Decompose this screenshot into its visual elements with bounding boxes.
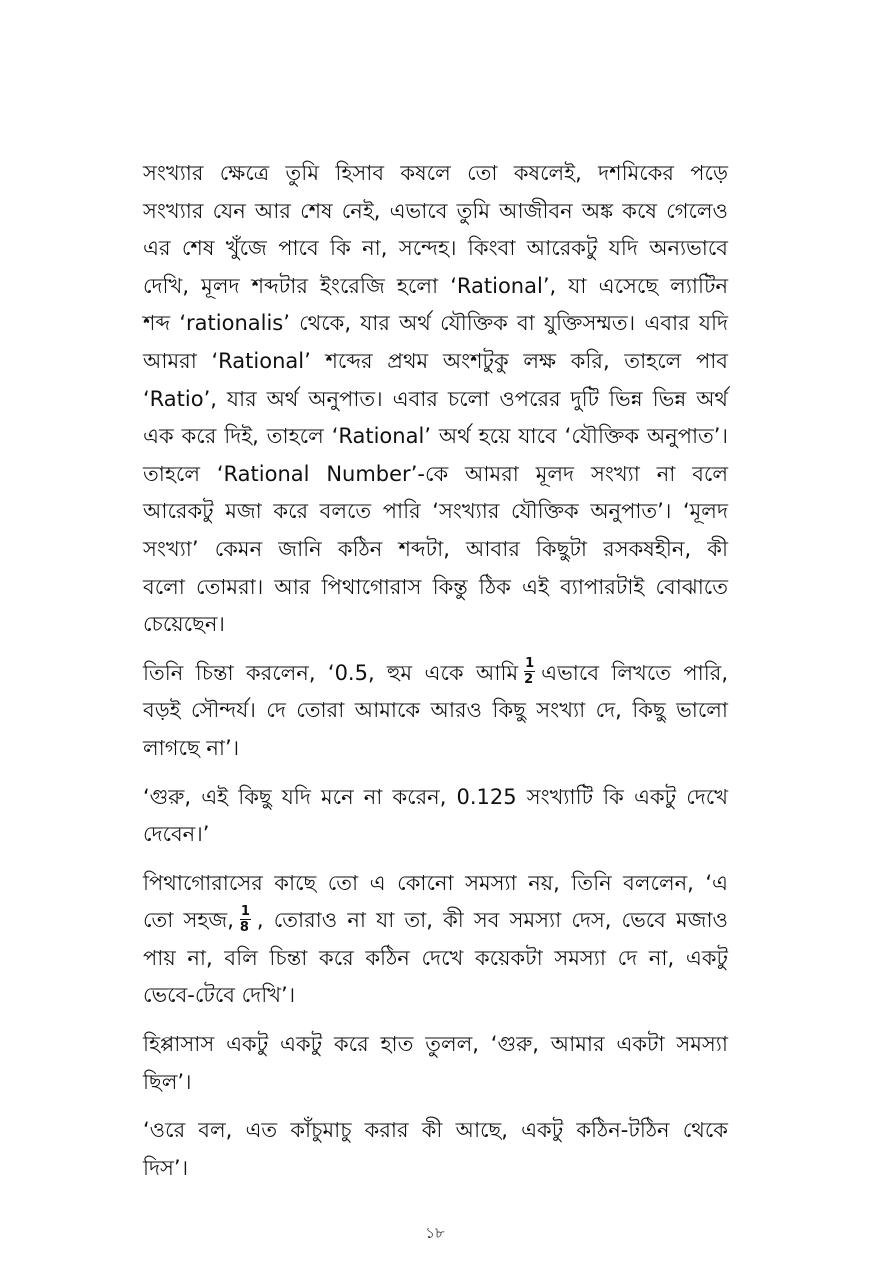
text-line: এর শেষ খুঁজে পাবে কি না, সন্দেহ। কিংবা আরেকটু যদি অন্যভাবে	[143, 236, 728, 261]
fraction-denominator: 2	[524, 672, 534, 688]
text-line: ছিল’।	[143, 1069, 192, 1094]
paragraph-3	[143, 779, 728, 854]
paragraph-2	[143, 655, 728, 768]
text-line: বড়ই সৌন্দর্য। দে তোরা আমাকে আরও কিছু সংখ্যা দে, কিছু ভালো	[143, 698, 728, 723]
text-line: আমরা ‘Rational’ শব্দের প্রথম অংশটুকু লক্ষ করি, তাহলে পাব	[143, 348, 728, 373]
text-line: পিথাগোরাসের কাছে তো এ কোনো সমস্যা নয়, তিনি বললেন, ‘এ	[143, 870, 728, 895]
text-line: ‘Ratio’, যার অর্থ অনুপাত। এবার চলো ওপরের দুটি ভিন্ন ভিন্ন অর্থ	[143, 386, 728, 411]
paragraph-5	[143, 1026, 728, 1101]
paragraph-1	[143, 155, 728, 644]
text-line: হিপ্পাসাস একটু একটু করে হাত তুলল, ‘গুরু, আমার একটা সমস্যা	[143, 1032, 728, 1057]
text-line: ‘ওরে বল, এত কাঁচুমাচু করার কী আছে, একটু কঠিন-টঠিন থেকে	[143, 1118, 728, 1143]
fraction-denominator: 8	[239, 919, 249, 935]
page-number: ১৮	[425, 1224, 445, 1242]
text-line: ‘গুরু, এই কিছু যদি মনে না করেন, 0.125 সংখ্যাটি কি একটু দেখে	[143, 784, 728, 809]
fraction-numerator: 1	[240, 903, 250, 919]
fraction-one-half	[524, 657, 535, 686]
text-line: দেবেন।’	[143, 822, 210, 847]
text-segment: , তোরাও না যা তা, কী সব সমস্যা দেস, ভেবে মজাও	[256, 908, 728, 933]
text-line: তাহলে ‘Rational Number’-কে আমরা মূলদ সংখ্যা না বলে	[143, 461, 728, 486]
text-line	[143, 655, 728, 693]
text-line: এক করে দিই, তাহলে ‘Rational’ অর্থ হয়ে যাবে ‘যৌক্তিক অনুপাত’।	[143, 424, 728, 449]
text-line: আরেকটু মজা করে বলতে পারি ‘সংখ্যার যৌক্তিক অনুপাত’। ‘মূলদ	[143, 499, 728, 524]
text-segment: এভাবে লিখতে পারি,	[541, 660, 728, 685]
text-line: বলো তোমরা। আর পিথাগোরাস কিন্তু ঠিক এই ব্যাপারটাই বোঝাতে	[143, 574, 728, 599]
text-line: লাগছে না’।	[143, 735, 240, 760]
text-line: ভেবে-টেবে দেখি’।	[143, 983, 296, 1008]
paragraph-4	[143, 865, 728, 1015]
text-line: চেয়েছেন।	[143, 612, 225, 637]
text-line: সংখ্যার ক্ষেত্রে তুমি হিসাব কষলে তো কষলেই, দশমিকের পড়ে	[143, 161, 728, 185]
fraction-one-eighth	[240, 905, 251, 934]
text-line: দিস’।	[143, 1155, 189, 1180]
text-line: সংখ্যার যেন আর শেষ নেই, এভাবে তুমি আজীবন অঙ্ক কষে গেলেও	[143, 198, 728, 223]
text-line: সংখ্যা’ কেমন জানি কঠিন শব্দটা, আবার কিছুটা রসকষহীন, কী	[143, 536, 728, 561]
page-body	[143, 155, 728, 1198]
text-segment: তিনি চিন্তা করলেন, ‘0.5, হুম একে আমি	[143, 660, 519, 685]
text-line: দেখি, মূলদ শব্দটার ইংরেজি হলো ‘Rational’, যা এসেছে ল্যাটিন	[143, 273, 728, 298]
text-segment: তো সহজ,	[143, 908, 234, 933]
text-line	[143, 902, 728, 940]
fraction-numerator: 1	[525, 656, 535, 672]
text-line: পায় না, বলি চিন্তা করে কঠিন দেখে কয়েকটা সমস্যা দে না, একটু	[143, 945, 728, 970]
paragraph-6	[143, 1112, 728, 1187]
text-line: শব্দ ‘rationalis’ থেকে, যার অর্থ যৌক্তিক বা যুক্তিসম্মত। এবার যদি	[143, 311, 728, 336]
